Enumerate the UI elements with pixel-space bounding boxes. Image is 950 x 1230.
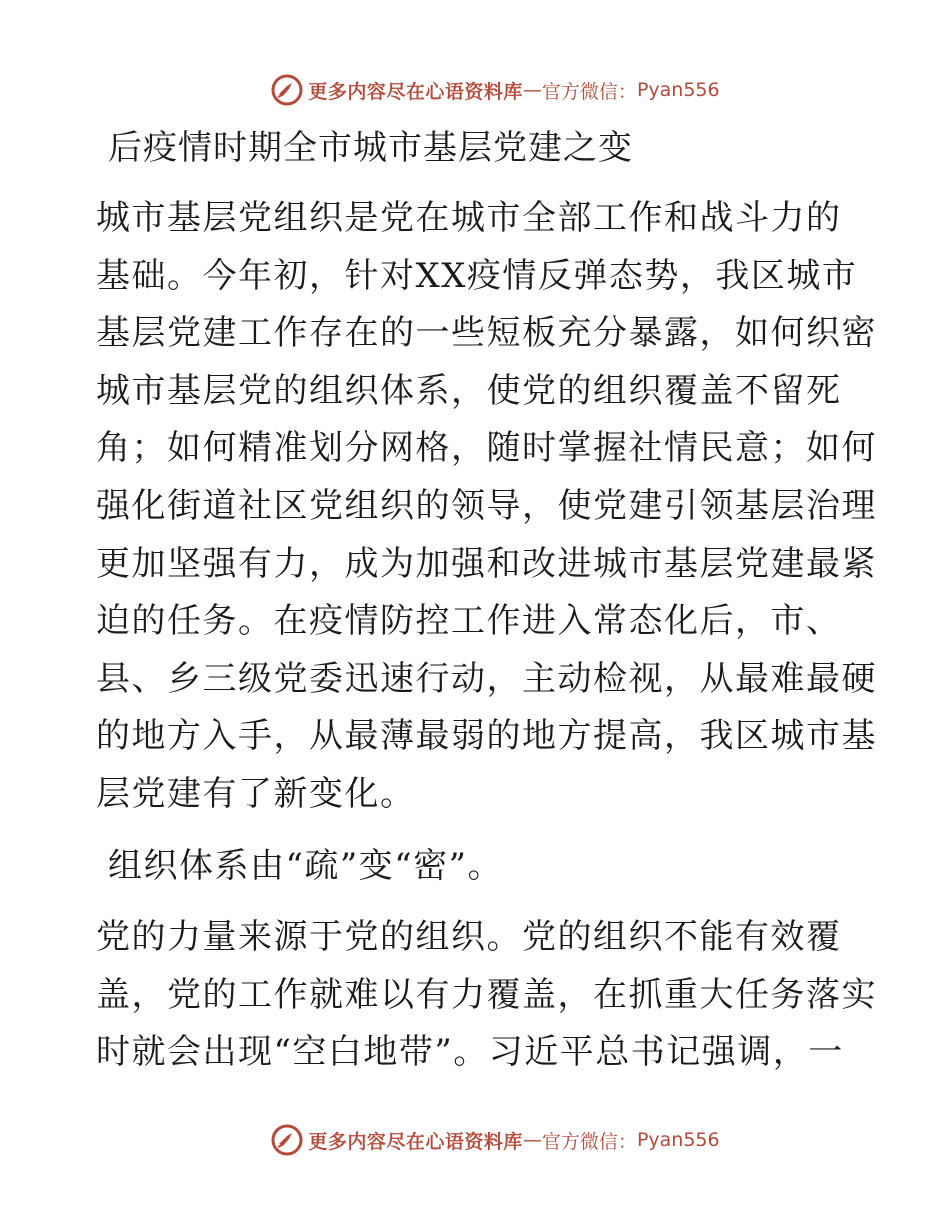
banner-wechat-id: Pyan556 (636, 79, 720, 101)
paragraph-line: 城市基层党的组织体系，使党的组织覆盖不留死 (96, 370, 842, 411)
banner-wechat-label: 官方微信： (541, 80, 637, 103)
section-heading: 组织体系由“疏”变“密”。 (108, 845, 504, 886)
paragraph-line: 强化街道社区党组织的领导，使党建引领基层治理 (96, 485, 877, 526)
paragraph-line: 基层党建工作存在的一些短板充分暴露，如何织密 (96, 313, 877, 354)
banner-dash: — (522, 1129, 542, 1151)
paragraph-line: 城市基层党组织是党在城市全部工作和战斗力的 (96, 198, 842, 238)
banner-slogan: 更多内容尽在心语资料库 (308, 80, 523, 103)
paragraph-line: 更加坚强有力，成为加强和改进城市基层党建最紧 (96, 543, 877, 584)
paragraph-line: 时就会出现“空白地带”。习近平总书记强调，一 (96, 1032, 844, 1073)
footer-banner (0, 1120, 950, 1160)
paragraph-line: 基础。今年初，针对XX疫情反弹态势，我区城市 (96, 255, 858, 296)
paragraph-line: 角；如何精准划分网格，随时掌握社情民意；如何 (96, 428, 877, 469)
book-quill-logo-icon (270, 73, 304, 107)
paragraph-line: 党的力量来源于党的组织。党的组织不能有效覆 (96, 917, 842, 958)
document-title: 后疫情时期全市城市基层党建之变 (108, 128, 633, 168)
paragraph-line: 的地方入手，从最薄最弱的地方提高，我区城市基 (96, 716, 877, 757)
banner-wechat-label: 官方微信： (541, 1130, 637, 1153)
paragraph-line: 县、乡三级党委迅速行动，主动检视，从最难最硬 (96, 658, 877, 699)
book-quill-logo-icon (270, 1123, 304, 1157)
document-body (96, 120, 877, 1082)
header-banner-content (270, 73, 719, 107)
banner-wechat-id: Pyan556 (636, 1129, 720, 1151)
paragraph-intro (96, 190, 877, 824)
paragraph-line: 层党建有了新变化。 (96, 773, 416, 814)
paragraph-line: 盖，党的工作就难以有力覆盖，在抓重大任务落实 (96, 974, 877, 1015)
banner-dash: — (522, 79, 542, 101)
header-banner (0, 70, 950, 110)
banner-slogan: 更多内容尽在心语资料库 (308, 1130, 523, 1153)
paragraph-line: 迫的任务。在疫情防控工作进入常态化后，市、 (96, 601, 842, 642)
paragraph-organization (96, 909, 877, 1082)
footer-banner-content (270, 1123, 719, 1157)
